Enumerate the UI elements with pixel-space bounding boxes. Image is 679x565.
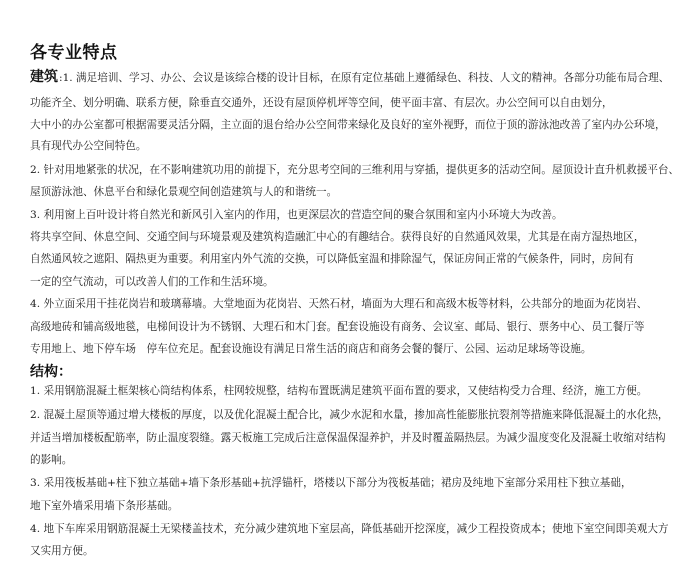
structure-line-2: 2. 混凝土屋顶等通过增大楼板的厚度，以及优化混凝土配合比，减少水泥和水量，掺加高性能膨胀抗裂剂等措施来降低混凝土的水化热， [30,409,669,421]
document-title: 各专业特点 [30,43,118,63]
architecture-line-2: 功能齐全、划分明确、联系方便，除垂直交通外，还设有屋顶停机坪等空间，使平面丰富、有层次。办公空间可以自由划分， [30,97,613,109]
structure-line-7: 4. 地下车库采用钢筋混凝土无梁楼盖技术，充分减少建筑地下室层高，降低基础开挖深度，减少工程投资成本；使地下室空间即美观大方 [30,523,669,535]
architecture-line-11: 4. 外立面采用干挂花岗岩和玻璃幕墙。大堂地面为花岗岩、天然石材，墙面为大理石和高级木板等材料，公共部分的地面为花岗岩、 [30,298,648,310]
architecture-line-9: 自然通风较之遮阳、隔热更为重要。利用室内外气流的交换，可以降低室温和排除湿气，保证房间正常的气候条件，同时，房间有 [30,253,634,265]
architecture-line-12: 高级地砖和铺高级地毯，电梯间设计为不锈钢、大理石和木门套。配套设施设有商务、会议室、邮局、银行、票务中心、员工餐厅等 [30,321,645,333]
architecture-text: :1. 满足培训、学习、办公、会议是该综合楼的设计目标，在原有定位基础上遵循绿色、科技、人文的精神。各部分功能布局合理、 [59,72,670,84]
architecture-line-1 [30,69,670,85]
architecture-line-7: 3. 利用窗上百叶设计将自然光和新风引入室内的作用，也更深层次的营造空间的聚合氛围和室内小环境大为改善。 [30,209,563,221]
architecture-line-4: 具有现代办公空间特色。 [30,140,147,152]
structure-line-8: 又实用方便。 [30,545,94,557]
structure-heading: 结构： [30,364,72,380]
architecture-line-10: 一定的空气流动，可以改善人们的工作和生活环境。 [30,276,274,288]
structure-line-5: 3. 采用筏板基础+柱下独立基础+墙下条形基础+抗浮锚杆，塔楼以下部分为筏板基础；裙房及纯地下室部分采用柱下独立基础， [30,477,632,489]
structure-line-6: 地下室外墙采用墙下条形基础。 [30,500,179,512]
structure-line-1: 1. 采用钢筋混凝土框架核心筒结构体系，柱网较规整，结构布置既满足建筑平面布置的要求，又使结构受力合理、经济，施工方便。 [30,385,648,397]
architecture-line-8: 将共享空间、休息空间、交通空间与环境景观及建筑构造融汇中心的有趣结合。获得良好的自然通风效果，尤其是在南方湿热地区， [30,231,645,243]
structure-line-3: 并适当增加楼板配筋率，防止温度裂缝。露天板施工完成后注意保温保湿养护，并及时覆盖隔热层。为减少温度变化及混凝土收缩对结构 [30,432,666,444]
architecture-line-13: 专用地上、地下停车场 停车位充足。配套设施设有满足日常生活的商店和商务会餐的餐厅、公园、运动足球场等设施。 [30,343,592,355]
architecture-line-5: 2. 针对用地紧张的状况，在不影响建筑功用的前提下，充分思考空间的三维利用与穿插，提供更多的活动空间。屋顶设计直升机救援平台、 [30,164,679,176]
architecture-heading: 建筑 [30,69,58,85]
architecture-line-3: 大中小的办公室都可根据需要灵活分隔，主立面的退台给办公空间带来绿化及良好的室外视野，而位于顶的游泳池改善了室内办公环境， [30,119,666,131]
structure-line-4: 的影响。 [30,454,73,466]
architecture-line-6: 屋顶游泳池、休息平台和绿化景观空间创造建筑与人的和谐统一。 [30,186,338,198]
